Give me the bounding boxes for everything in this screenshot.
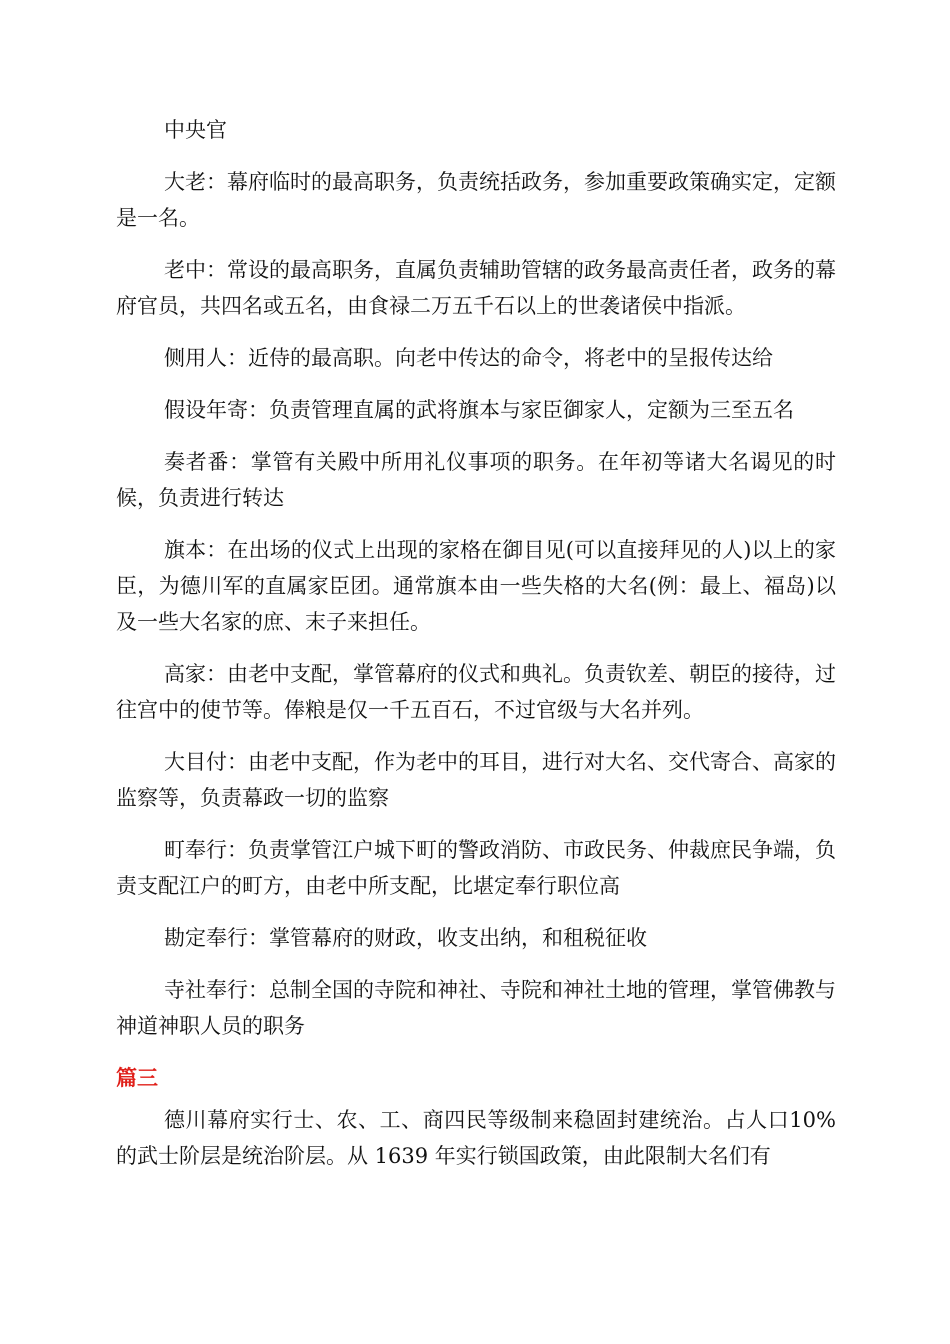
paragraph-sobayonin: 侧用人：近侍的最高职。向老中传达的命令，将老中的呈报传达给	[164, 346, 773, 370]
paragraph-jisha-bugyo: 寺社奉行：总制全国的寺院和神社、寺院和神社土地的管理，掌管佛教与神道神职人员的职务	[116, 978, 836, 1038]
paragraph-sojaban: 奏者番：掌管有关殿中所用礼仪事项的职务。在年初等诸大名谒见的时候，负责进行转达	[116, 450, 836, 510]
paragraph-wakadoshiyori: 假设年寄：负责管理直属的武将旗本与家臣御家人，定额为三至五名	[164, 398, 794, 422]
document-page	[116, 112, 836, 1174]
paragraph-tairo: 大老：幕府临时的最高职务，负责统括政务，参加重要政策确实定，定额是一名。	[116, 170, 836, 230]
paragraph-class-system: 德川幕府实行士、农、工、商四民等级制来稳固封建统治。占人口10%的武士阶层是统治阶层。从 1639 年实行锁国政策，由此限制大名们有	[116, 1108, 836, 1168]
paragraph-hatamoto: 旗本：在出场的仪式上出现的家格在御目见(可以直接拜见的人)以上的家臣，为德川军的直属家臣团。通常旗本由一些失格的大名(例：最上、福岛)以及一些大名家的庶、末子来担任。	[116, 538, 836, 634]
paragraph-kanjo-bugyo: 勘定奉行：掌管幕府的财政，收支出纳，和租税征收	[164, 926, 647, 950]
section-heading: 篇三	[116, 1066, 158, 1090]
paragraph-ometsuke: 大目付：由老中支配，作为老中的耳目，进行对大名、交代寄合、高家的监察等，负责幕政一切的监察	[116, 750, 836, 810]
paragraph-koke: 高家：由老中支配，掌管幕府的仪式和典礼。负责钦差、朝臣的接待，过往宫中的使节等。俸粮是仅一千五百石，不过官级与大名并列。	[116, 662, 836, 722]
paragraph-title-central-officials: 中央官	[164, 118, 227, 142]
paragraph-roju: 老中：常设的最高职务，直属负责辅助管辖的政务最高责任者，政务的幕府官员，共四名或五名，由食禄二万五千石以上的世袭诸侯中指派。	[116, 258, 836, 318]
paragraph-machi-bugyo: 町奉行：负责掌管江户城下町的警政消防、市政民务、仲裁庶民争端，负责支配江户的町方，由老中所支配，比堪定奉行职位高	[116, 838, 836, 898]
